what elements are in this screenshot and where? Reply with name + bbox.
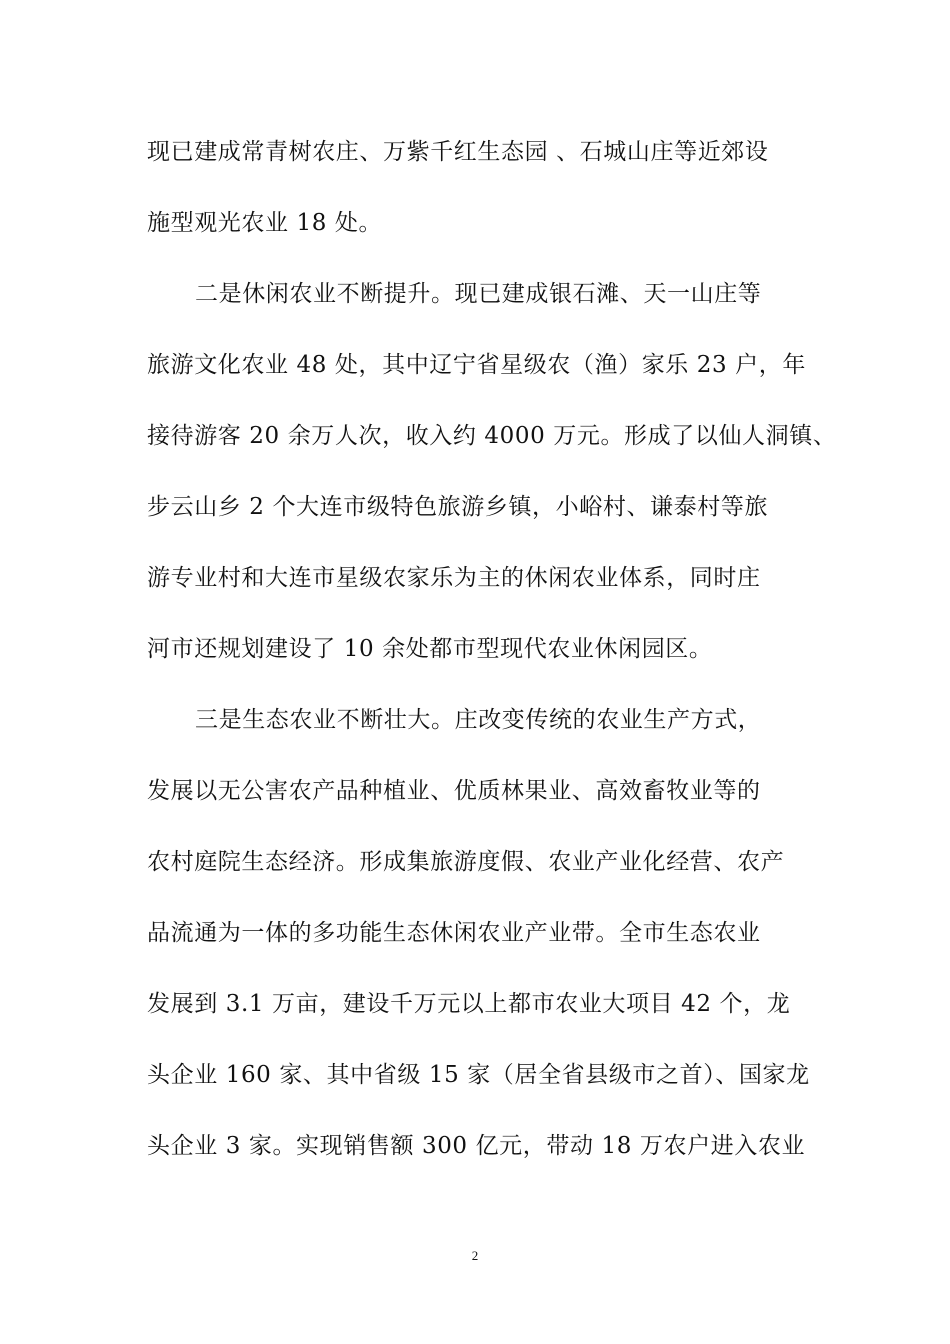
text-line-12: 品流通为一体的多功能生态休闲农业产业带。全市生态农业	[147, 920, 761, 946]
text-line-15: 头企业 3 家。实现销售额 300 亿元，带动 18 万农户进入农业	[147, 1133, 806, 1159]
text-line-13: 发展到 3.1 万亩，建设千万元以上都市农业大项目 42 个，龙	[147, 991, 791, 1017]
text-line-5: 接待游客 20 余万人次，收入约 4000 万元。形成了以仙人洞镇、	[147, 423, 837, 449]
text-line-8: 河市还规划建设了 10 余处都市型现代农业休闲园区。	[147, 636, 713, 662]
paragraph-3-line-1: 三是生态农业不断壮大。庄改变传统的农业生产方式，	[195, 707, 762, 733]
page-number: 2	[471, 1248, 479, 1263]
text-line-1: 现已建成常青树农庄、万紫千红生态园 、石城山庄等近郊设	[147, 139, 769, 165]
text-line-14: 头企业 160 家、其中省级 15 家（居全省县级市之首）、国家龙	[147, 1062, 810, 1088]
text-line-10: 发展以无公害农产品种植业、优质林果业、高效畜牧业等的	[147, 778, 761, 804]
text-line-6: 步云山乡 2 个大连市级特色旅游乡镇，小峪村、谦泰村等旅	[147, 494, 769, 520]
text-line-11: 农村庭院生态经济。形成集旅游度假、农业产业化经营、农产	[147, 849, 785, 875]
text-line-7: 游专业村和大连市星级农家乐为主的休闲农业体系，同时庄	[147, 565, 761, 591]
text-line-4: 旅游文化农业 48 处，其中辽宁省星级农（渔）家乐 23 户，年	[147, 352, 806, 378]
paragraph-2-line-1: 二是休闲农业不断提升。现已建成银石滩、天一山庄等	[195, 281, 762, 307]
text-line-2: 施型观光农业 18 处。	[147, 210, 383, 236]
